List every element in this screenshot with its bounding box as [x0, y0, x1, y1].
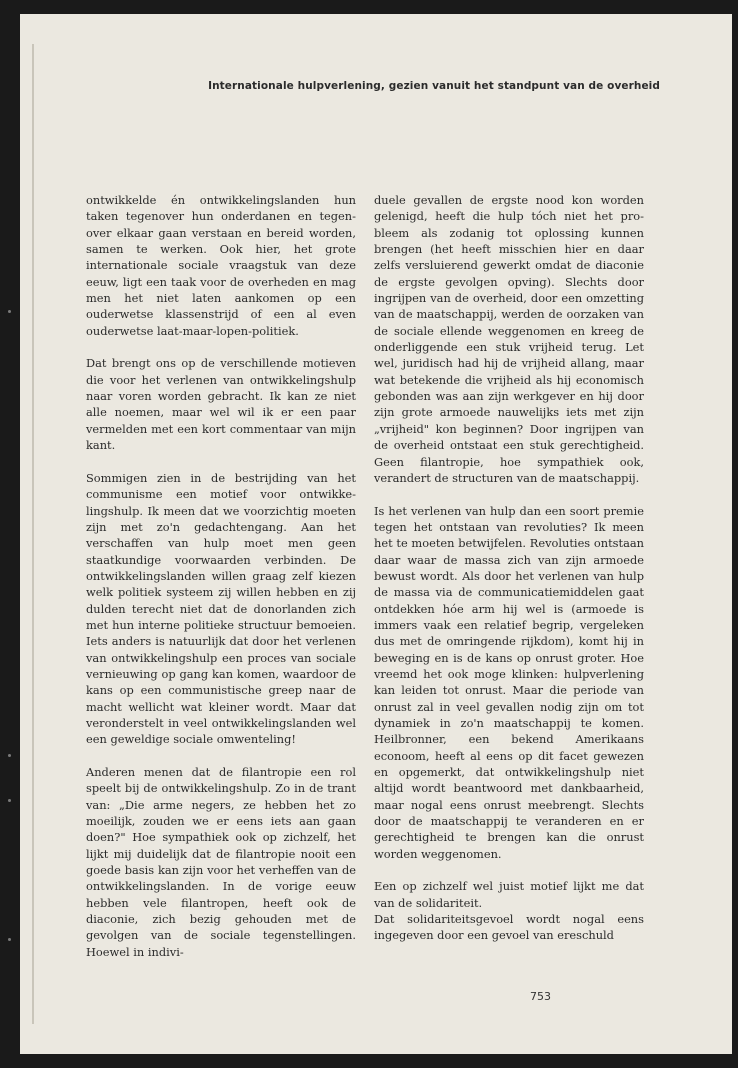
page-number: 753: [530, 990, 551, 1003]
right-column: [374, 192, 644, 944]
paragraph: Sommigen zien in de bestrijding van het communisme een motief voor ontwikkelingshulp. Ik meen dat we voorzichtig moeten zijn met zo'n gedachtengang. Aan het verschaffen van hulp moet men geen staatkundige voorwaarden verbinden. De ontwikkelingslanden willen graag zelf kiezen welk politiek systeem zij willen hebben en zij dulden terecht niet dat de donorlanden zich met hun interne politieke structuur bemoeien. Iets anders is natuurlijk dat door het verlenen van ontwikkelingshulp een proces van sociale vernieuwing op gang kan komen, waardoor de kans op een communistische greep naar de macht wellicht wat kleiner wordt. Maar dat veronderstelt in veel ontwikkelingslanden wel een geweldige sociale omwenteling!: [86, 470, 356, 747]
paragraph: Anderen menen dat de filantropie een rol speelt bij de ontwikkelingshulp. Zo in de trant van: „Die arme negers, ze hebben het zo moeilijk, zouden we er eens iets aan gaan doen?" Hoe sympathiek ook op zichzelf, het lijkt mij duidelijk dat de filantropie nooit een goede basis kan zijn voor het verheffen van de ontwikkelingslanden. In de vorige eeuw hebben vele filantropen, heeft ook de diaconie, zich bezig gehouden met de gevolgen van de sociale tegenstellingen. Hoewel in indivi-: [86, 765, 356, 959]
scan-speck: [8, 799, 11, 802]
left-column: [86, 192, 356, 960]
scan-speck: [8, 938, 11, 941]
scan-speck: [8, 310, 11, 313]
page-sheet: [20, 14, 732, 1054]
paragraph: Is het verlenen van hulp dan een soort premie tegen het ontstaan van revoluties? Ik meen het te moeten betwijfelen. Revoluties ontstaan daar waar de massa zich van zijn armoede bewust wordt. Als door het verlenen van hulp de massa via de communicatiemiddelen gaat ontdekken hóe arm hij wel is (armoede is immers vaak een relatief begrip, vergeleken dus met de omringende rijkdom), komt hij in beweging en is de kans op onrust groter. Hoe vreemd het ook moge klinken: hulpverlening kan leiden tot onrust. Maar die periode van onrust zal in veel gevallen nodig zijn om tot dynamiek in zo'n maatschappij te komen. Heilbronner, een bekend Amerikaans econoom, heeft al eens op dit facet gewezen en opgemerkt, dat ontwikkelingshulp niet altijd wordt beantwoord met dankbaarheid, maar nogal eens onrust meebrengt. Slechts door de maatschappij te veranderen en er gerechtigheid te brengen kan die onrust worden weggenomen.: [374, 503, 644, 861]
paragraph: ontwikkelde én ontwikkelingslanden hun taken tegenover hun onderdanen en tegenover elkaar gaan verstaan en bereid worden, samen te werken. Ook hier, het grote internationale sociale vraagstuk van deze eeuw, ligt een taak voor de overheden en mag men het niet laten aankomen op een ouderwetse klassenstrijd of een al even ouderwetse laat-maar-lopen-politiek.: [86, 193, 356, 338]
paragraph: duele gevallen de ergste nood kon worden gelenigd, heeft die hulp tóch niet het probleem als zodanig tot oplossing kunnen brengen (het heeft misschien hier en daar zelfs versluierend gewerkt omdat de diaconie de ergste gevolgen opving). Slechts door ingrijpen van de overheid, door een omzetting van de maatschappij, werden de oorzaken van de sociale ellende weggenomen en kreeg de onderliggende een stuk vrijheid terug. Let wel, juridisch had hij de vrijheid allang, maar wat betekende die vrijheid als hij economisch gebonden was aan zijn werkgever en hij door zijn grote armoede nauwelijks iets met zijn „vrijheid" kon beginnen? Door ingrijpen van de overheid ontstaat een stuk gerechtigheid. Geen filantropie, hoe sympathiek ook, verandert de structuren van de maatschappij.: [374, 193, 644, 485]
binding-edge-rule: [32, 44, 34, 1024]
paragraph: Dat solidariteitsgevoel wordt nogal eens ingegeven door een gevoel van ereschuld: [374, 912, 644, 943]
scan-speck: [8, 754, 11, 757]
paragraph: Een op zichzelf wel juist motief lijkt me dat van de solidariteit.: [374, 879, 644, 910]
paragraph: Dat brengt ons op de verschillende motieven die voor het verlenen van ontwikkelingshulp naar voren worden gebracht. Ik kan ze niet alle noemen, maar wel wil ik er een paar vermelden met een kort commentaar van mijn kant.: [86, 356, 356, 453]
running-header: Internationale hulpverlening, gezien vanuit het standpunt van de overheid: [208, 80, 660, 92]
